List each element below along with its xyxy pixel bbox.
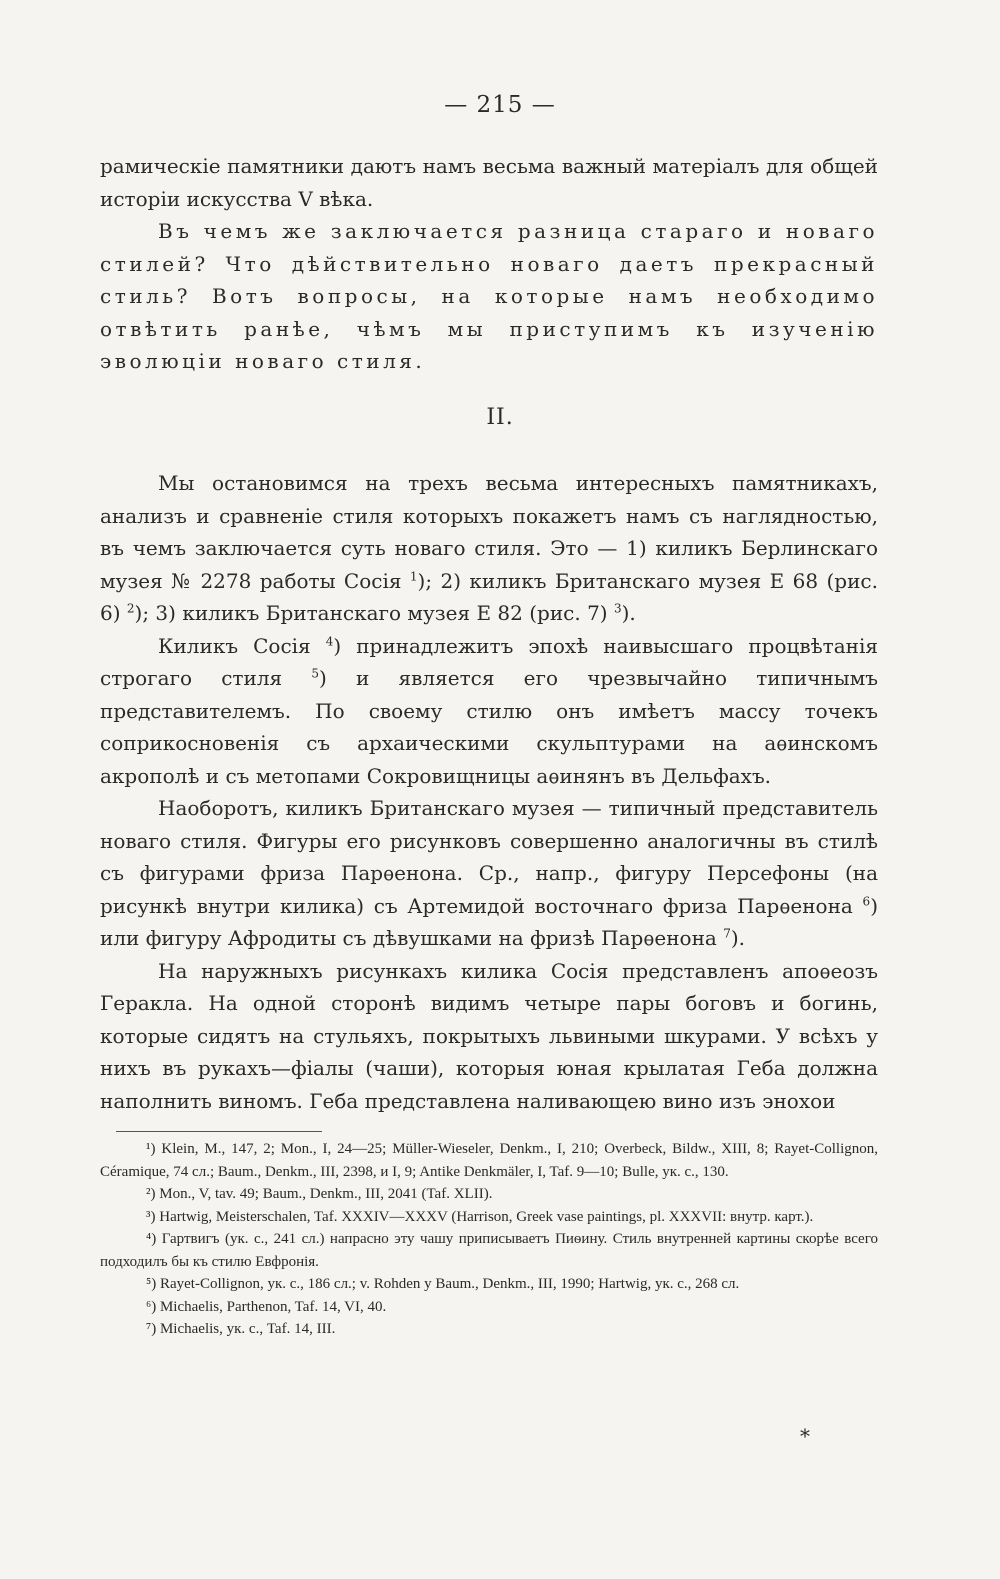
footnote-3: ³) Hartwig, Meisterschalen, Taf. XXXIV—XXXV (Harrison, Greek vase paintings, pl. XXXVII: внутр. карт.).	[146, 1208, 814, 1225]
footnote-4: ⁴) Гартвигъ (ук. с., 241 сл.) напрасно эту чашу приписываетъ Пиѳину. Стиль внутренней картины скорѣе всего подходилъ бы къ стилю Евфронія.	[100, 1231, 878, 1270]
paragraph-3: Наоборотъ, киликъ Британскаго музея — типичный представитель новаго стиля. Фигуры его рисунковъ совершенно аналогичны въ стилѣ съ фигурами фриза Парѳенона. Ср., напр., фигуру Персефоны (на рисункѣ внутри килика) съ Артемидой восточнаго фриза Парѳенона $^6$) или фигуру Афродиты съ дѣвушками на фризѣ Парѳенона $^7$).	[100, 796, 878, 950]
footnotes	[100, 1138, 878, 1341]
section-heading: II.	[486, 405, 514, 430]
footnote-ref-4: 4	[325, 633, 334, 648]
footnote-7: ⁷) Michaelis, ук. с., Taf. 14, III.	[146, 1321, 336, 1337]
paragraph-1: Мы остановимся на трехъ весьма интересныхъ памятникахъ, анализъ и сравненіе стиля которыхъ покажетъ намъ съ наглядностью, въ чемъ заключается суть новаго стиля. Это — 1) киликъ Берлинскаго музея № 2278 работы Сосія $^1$); 2) киликъ Британскаго музея E 68 (рис. 6) $^2$); 3) киликъ Британскаго музея E 82 (рис. 7) $^3$).	[100, 471, 878, 625]
footnote-6: ⁶) Michaelis, Parthenon, Taf. 14, VI, 40.	[146, 1298, 387, 1315]
intro-paragraph: Въ чемъ же заключается разница стараго и новаго стилей? Что дѣйствительно новаго даетъ прекрасный стиль? Вотъ вопросы, на которые намъ необходимо отвѣтить ранѣе, чѣмъ мы приступимъ къ изученію эволюціи новаго стиля.	[100, 219, 878, 373]
footnote-divider	[116, 1131, 322, 1132]
main-text	[100, 467, 878, 1117]
footnote-ref-3: 3	[613, 601, 622, 616]
page-number: — 215 —	[444, 92, 556, 118]
paragraph-2: Киликъ Сосія $^4$) принадлежитъ эпохѣ наивысшаго процвѣтанія строгаго стиля $^5$) и является его чрезвычайно типичнымъ представителемъ. По своему стилю онъ имѣетъ массу точекъ соприкосновенія съ архаическими скульптурами на аѳинскомъ акрополѣ и съ метопами Сокровищницы аѳинянъ въ Дельфахъ.	[100, 633, 879, 788]
footnote-ref-6: 6	[862, 893, 871, 908]
footnote-ref-2: 2	[126, 601, 135, 616]
signature-mark: *	[800, 1424, 810, 1448]
footnote-ref-7: 7	[723, 926, 731, 941]
intro-line: рамическіе памятники даютъ намъ весьма важный матеріалъ для общей исторіи искусства V вѣка.	[100, 154, 878, 211]
paragraph-4: На наружныхъ рисункахъ килика Сосія представленъ апоѳеозъ Геракла. На одной сторонѣ видимъ четыре пары боговъ и богинь, которые сидятъ на стульяхъ, покрытыхъ львиными шкурами. У всѣхъ у нихъ въ рукахъ—фіалы (чаши), которыя юная крылатая Геба должна наполнить виномъ. Геба представлена наливающею вино изъ энохои	[100, 958, 878, 1113]
footnote-ref-1: 1	[409, 568, 418, 583]
footnote-ref-5: 5	[311, 666, 319, 681]
footnote-1: ¹) Klein, M., 147, 2; Mon., I, 24—25; Müller-Wieseler, Denkm., I, 210; Overbeck, Bildw., XIII, 8; Rayet-Collignon, Céramique, 74 сл.; Baum., Denkm., III, 2398, и I, 9; Antike Denkmäler, I, Taf. 9—10; Bulle, ук. с., 130.	[100, 1141, 878, 1180]
footnote-5: ⁵) Rayet-Collignon, ук. с., 186 сл.; v. Rohden у Baum., Denkm., III, 1990; Hartwig, ук. с., 268 сл.	[146, 1276, 740, 1292]
footnote-2: ²) Mon., V, tav. 49; Baum., Denkm., III, 2041 (Taf. XLII).	[146, 1186, 493, 1202]
intro-block	[100, 150, 878, 378]
